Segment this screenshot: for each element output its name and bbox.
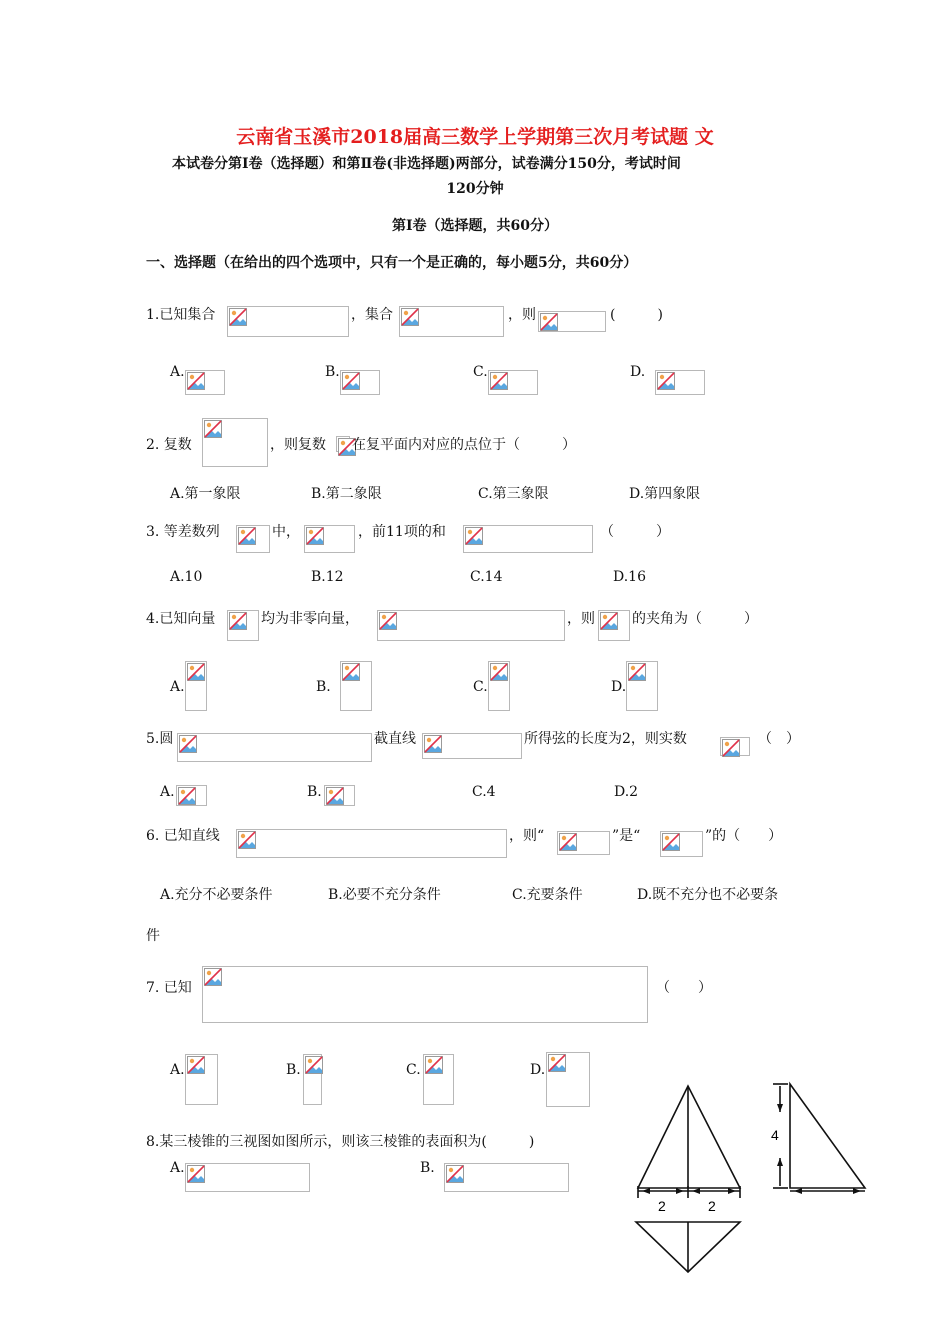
arrow-icon: [777, 1104, 783, 1112]
formula-image: [227, 306, 349, 337]
q5-text: 截直线: [374, 731, 416, 747]
formula-image: [655, 370, 705, 395]
three-view-figure: [630, 1080, 875, 1275]
q2-text: ，则复数: [270, 437, 326, 453]
formula-image: [185, 1163, 310, 1192]
formula-image: [626, 661, 658, 711]
q7-option-a: A.: [170, 1062, 185, 1078]
q3-option-b: B.12: [311, 569, 344, 585]
q4-option-d: D.: [611, 679, 627, 695]
arrow-icon: [794, 1188, 802, 1194]
formula-image: [598, 610, 630, 641]
q1-text: 1.已知集合: [146, 307, 216, 323]
broken-image-icon: [547, 1053, 567, 1073]
q6-text: ，则“: [509, 828, 545, 844]
formula-image: [488, 661, 510, 711]
formula-image: [176, 785, 207, 806]
q7-option-d: D.: [530, 1062, 546, 1078]
formula-image: [177, 733, 372, 762]
q1-option-d: D.: [630, 364, 646, 380]
formula-image: [423, 1054, 454, 1105]
q2-option-d: D.第四象限: [629, 486, 701, 502]
broken-image-icon: [539, 312, 559, 332]
q6-text: ”是“: [612, 828, 641, 844]
formula-image: [336, 436, 350, 452]
formula-image: [488, 370, 538, 395]
front-view-triangle: [638, 1086, 740, 1188]
broken-image-icon: [186, 662, 206, 682]
formula-image: [227, 610, 259, 641]
q1-text: ( ): [610, 307, 663, 323]
formula-image: [185, 370, 225, 395]
formula-image: [340, 661, 372, 711]
q6-text: 6. 已知直线: [146, 828, 220, 844]
q4-text: 4.已知向量: [146, 611, 216, 627]
q1-option-b: B.: [325, 364, 340, 380]
broken-image-icon: [325, 786, 345, 806]
q2-text: 在复平面内对应的点位于（ ）: [352, 437, 576, 453]
formula-image: [399, 306, 504, 337]
formula-image: [303, 1054, 322, 1105]
broken-image-icon: [186, 371, 206, 391]
broken-image-icon: [228, 307, 248, 327]
formula-image: [236, 829, 507, 858]
dimension-label: 2: [658, 1198, 666, 1214]
arrow-icon: [692, 1188, 700, 1194]
q3-text: （ ）: [600, 524, 670, 540]
arrow-icon: [676, 1188, 684, 1194]
formula-image: [185, 661, 207, 711]
broken-image-icon: [400, 307, 420, 327]
q2-option-c: C.第三象限: [478, 486, 549, 502]
side-view-triangle: [790, 1084, 865, 1188]
formula-image: [660, 831, 703, 857]
q7-option-c: C.: [406, 1062, 421, 1078]
q5-option-a: A.: [160, 784, 175, 800]
broken-image-icon: [304, 1055, 324, 1075]
q8-option-a: A.: [170, 1160, 185, 1176]
arrow-icon: [777, 1158, 783, 1166]
broken-image-icon: [177, 786, 197, 806]
broken-image-icon: [228, 611, 248, 631]
q4-text: ，则: [567, 611, 595, 627]
formula-image: [304, 525, 355, 553]
q1-option-a: A.: [170, 364, 185, 380]
broken-image-icon: [378, 611, 398, 631]
broken-image-icon: [203, 419, 223, 439]
formula-image: [324, 785, 355, 806]
broken-image-icon: [341, 662, 361, 682]
broken-image-icon: [186, 1055, 206, 1075]
q5-option-c: C.4: [472, 784, 496, 800]
q7-option-b: B.: [286, 1062, 301, 1078]
broken-image-icon: [203, 967, 223, 987]
arrow-icon: [728, 1188, 736, 1194]
formula-image: [463, 525, 593, 553]
q6-option-b: B.必要不充分条件: [328, 887, 441, 903]
q1-text: ，集合: [351, 307, 393, 323]
q2-option-a: A.第一象限: [170, 486, 241, 502]
q8-option-b: B.: [420, 1160, 435, 1176]
formula-image: [444, 1163, 569, 1192]
broken-image-icon: [599, 611, 619, 631]
q3-option-d: D.16: [613, 569, 646, 585]
formula-image: [340, 370, 380, 395]
broken-image-icon: [627, 662, 647, 682]
dimension-label: 2: [708, 1198, 716, 1214]
arrow-icon: [642, 1188, 650, 1194]
q6-option-d: D.既不充分也不必要条: [637, 887, 779, 903]
broken-image-icon: [445, 1164, 465, 1184]
broken-image-icon: [237, 526, 257, 546]
q7-text: （ ）: [656, 980, 712, 996]
dimension-label: 4: [771, 1127, 779, 1143]
q5-text: （ ）: [758, 731, 800, 747]
q6-option-c: C.充要条件: [512, 887, 583, 903]
q3-text: ，前11项的和: [358, 524, 446, 540]
broken-image-icon: [305, 526, 325, 546]
intro-text: 本试卷分第Ⅰ卷（选择题）和第Ⅱ卷(非选择题)两部分，试卷满分150分，考试时间: [172, 156, 681, 172]
broken-image-icon: [661, 832, 681, 852]
q6-text: ”的（ ）: [705, 828, 783, 844]
q1-text: ，则: [508, 307, 536, 323]
q3-option-c: C.14: [470, 569, 503, 585]
broken-image-icon: [656, 371, 676, 391]
broken-image-icon: [464, 526, 484, 546]
document-title: 云南省玉溪市2018届高三数学上学期第三次月考试题 文: [236, 126, 714, 148]
q5-text: 5.圆: [146, 731, 174, 747]
part1-heading: 第Ⅰ卷（选择题，共60分）: [391, 218, 559, 234]
q3-option-a: A.10: [170, 569, 203, 585]
q3-text: 3. 等差数列: [146, 524, 220, 540]
q6-option-d-cont: 件: [146, 928, 160, 944]
broken-image-icon: [186, 1164, 206, 1184]
q4-option-c: C.: [473, 679, 488, 695]
intro-text-cont: 120分钟: [446, 181, 504, 197]
formula-image: [546, 1052, 590, 1107]
broken-image-icon: [424, 1055, 444, 1075]
q8-text: 8.某三棱锥的三视图如图所示，则该三棱锥的表面积为( ): [146, 1134, 535, 1150]
formula-image: [422, 733, 522, 759]
section1-heading: 一、选择题（在给出的四个选项中，只有一个是正确的，每小题5分，共60分）: [146, 255, 638, 271]
broken-image-icon: [423, 734, 443, 754]
broken-image-icon: [237, 830, 257, 850]
q2-text: 2. 复数: [146, 437, 192, 453]
q1-option-c: C.: [473, 364, 488, 380]
q6-option-a: A.充分不必要条件: [160, 887, 273, 903]
formula-image: [202, 418, 268, 467]
broken-image-icon: [721, 738, 741, 758]
q5-option-b: B.: [307, 784, 322, 800]
q5-option-d: D.2: [614, 784, 639, 800]
broken-image-icon: [558, 832, 578, 852]
q4-option-a: A.: [170, 679, 185, 695]
formula-image: [557, 831, 610, 855]
q4-text: 均为非零向量，: [261, 611, 359, 627]
broken-image-icon: [178, 734, 198, 754]
q3-text: 中，: [272, 524, 300, 540]
arrow-icon: [853, 1188, 861, 1194]
q7-text: 7. 已知: [146, 980, 192, 996]
q4-text: 的夹角为（ ）: [632, 611, 758, 627]
formula-image: [202, 966, 648, 1023]
q2-option-b: B.第二象限: [311, 486, 382, 502]
broken-image-icon: [341, 371, 361, 391]
formula-image: [377, 610, 565, 641]
formula-image: [720, 737, 750, 756]
formula-image: [185, 1054, 218, 1105]
broken-image-icon: [489, 662, 509, 682]
q5-text: 所得弦的长度为2，则实数: [524, 731, 687, 747]
q4-option-b: B.: [316, 679, 331, 695]
broken-image-icon: [489, 371, 509, 391]
formula-image: [236, 525, 270, 553]
formula-image: [538, 311, 606, 332]
